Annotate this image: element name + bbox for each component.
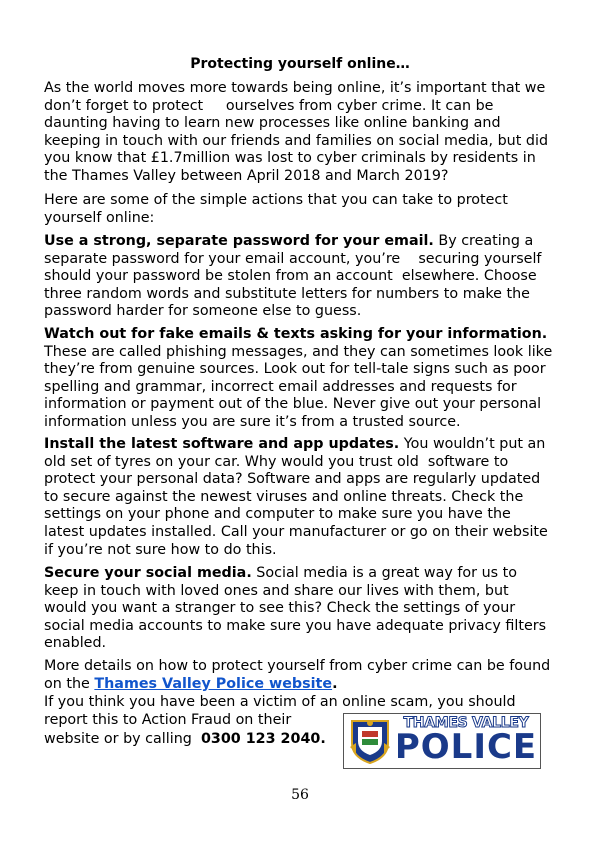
police-crest-icon — [348, 717, 392, 765]
tip-line — [44, 233, 564, 251]
intro-line: don’t forget to protect ourselves from cyber crime. It can be — [44, 97, 494, 114]
tip-line: to secure against the newest viruses and online threats. Check the — [44, 488, 524, 505]
tip-line: they’re from genuine sources. Look out for tell-tale signs such as poor — [44, 361, 546, 378]
tip-line: latest updates installed. Call your manufacturer or go on their website — [44, 523, 548, 540]
logo-main-text: POLICE — [394, 727, 538, 767]
tip-social — [44, 565, 564, 653]
tip-line: information unless you are sure it’s from a trusted source. — [44, 413, 461, 430]
victim-text: website or by calling — [44, 731, 201, 748]
tip-line: old set of tyres on your car. Why would you trust old software to — [44, 453, 509, 470]
actions-intro-line: Here are some of the simple actions that you can take to protect — [44, 192, 508, 208]
tip-password — [44, 233, 564, 321]
tip-line: would you want a stranger to see this? Check the settings of your — [44, 600, 516, 617]
intro-paragraph — [44, 80, 564, 186]
tip-line — [44, 565, 564, 583]
tip-updates — [44, 436, 564, 559]
tip-line: keep in touch with loved ones and share our lives with them, but — [44, 582, 509, 599]
victim-line: report this to Action Fraud on their — [44, 711, 292, 728]
tip-line: if you’re not sure how to do this. — [44, 541, 277, 558]
thames-valley-police-logo — [343, 713, 541, 769]
more-details-period: . — [332, 675, 338, 692]
more-details-paragraph — [44, 658, 564, 693]
tip-text: You wouldn’t put an — [399, 436, 546, 452]
intro-line: daunting having to learn new processes like online banking and — [44, 115, 501, 132]
intro-line: keeping in touch with our friends and families on social media, but did — [44, 132, 549, 149]
tip-line: password harder for someone else to guess. — [44, 303, 362, 320]
tip-social-heading: Secure your social media. — [44, 565, 252, 581]
tip-line: spelling and grammar, incorrect email addresses and requests for — [44, 378, 517, 395]
tip-phishing-heading: Watch out for fake emails & texts asking for your information. — [44, 326, 548, 342]
page-number: 56 — [291, 787, 309, 803]
tip-line: settings on your phone and computer to make sure you have the — [44, 506, 511, 523]
page-title: Protecting yourself online… — [190, 56, 410, 72]
tip-phishing — [44, 326, 564, 432]
tip-text: Social media is a great way for us to — [251, 565, 518, 581]
tip-updates-heading: Install the latest software and app updates. — [44, 436, 400, 452]
intro-line: the Thames Valley between April 2018 and March 2019? — [44, 167, 449, 184]
tip-line — [44, 326, 564, 344]
tip-line: enabled. — [44, 635, 107, 652]
tip-password-heading: Use a strong, separate password for your email. — [44, 233, 434, 249]
more-details-line: More details on how to protect yourself from cyber crime can be found — [44, 658, 551, 674]
intro-line: you know that £1.7million was lost to cyber criminals by residents in — [44, 150, 536, 167]
tip-line: three random words and substitute letters for numbers to make the — [44, 285, 530, 302]
tip-line: should your password be stolen from an account elsewhere. Choose — [44, 268, 537, 285]
actions-intro-line: yourself online: — [44, 209, 155, 226]
logo-top-text: THAMES VALLEY — [403, 715, 529, 731]
intro-line: As the world moves more towards being online, it’s important that we — [44, 80, 546, 96]
victim-line: If you think you have been a victim of an online scam, you should — [44, 694, 516, 710]
more-details-line — [44, 676, 564, 694]
tip-line: separate password for your email account, you’re securing yourself — [44, 250, 542, 267]
tip-line: These are called phishing messages, and they can sometimes look like — [44, 343, 553, 360]
tip-line — [44, 436, 564, 454]
tip-text: By creating a — [433, 233, 534, 249]
tip-line: social media accounts to make sure you have adequate privacy filters — [44, 617, 547, 634]
more-details-text: on the — [44, 675, 95, 692]
tip-line: protect your personal data? Software and apps are regularly updated — [44, 471, 541, 488]
actions-intro-paragraph — [44, 192, 564, 227]
action-fraud-phone: 0300 123 2040. — [200, 731, 326, 748]
tip-line: information or payment out of the blue. Never give out your personal — [44, 396, 542, 413]
thames-valley-police-link[interactable]: Thames Valley Police website — [94, 675, 333, 692]
victim-line — [44, 731, 344, 749]
